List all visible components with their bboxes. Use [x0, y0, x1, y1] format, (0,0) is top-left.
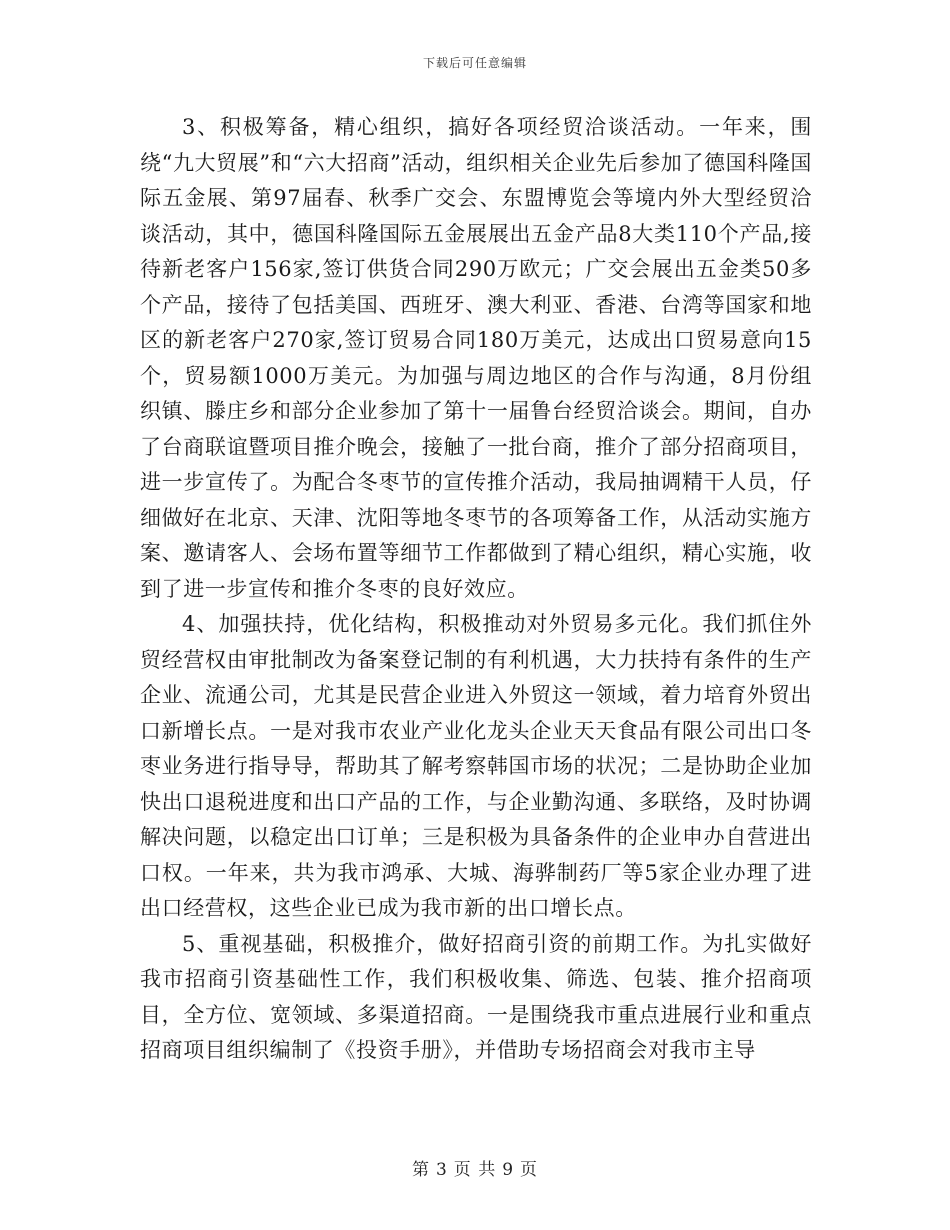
footer-page-number: 3: [435, 1160, 448, 1180]
page-header: 下载后可任意编辑: [422, 56, 527, 70]
document-body: [140, 110, 812, 1069]
footer-middle: 页 共: [453, 1160, 497, 1180]
paragraph-4: 4、加强扶持，优化结构，积极推动对外贸易多元化。我们抓住外贸经营权由审批制改为备案登记制的有利机遇，大力扶持有条件的生产企业、流通公司，尤其是民营企业进入外贸这一领域，着力培育外贸出口新增长点。一是对我市农业产业化龙头企业天天食品有限公司出口冬枣业务进行指导导，帮助其了解考察韩国市场的状况；二是协助企业加快出口退税进度和出口产品的工作，与企业勤沟通、多联络，及时协调解决问题，以稳定出口订单；三是积极为具备条件的企业申办自营进出口权。一年来，共为我市鸿承、大城、海骅制药厂等5家企业办理了进出口经营权，这些企业已成为我市新的出口增长点。: [140, 612, 812, 920]
footer-suffix: 页: [520, 1160, 539, 1180]
paragraph-3: 3、积极筹备，精心组织，搞好各项经贸洽谈活动。一年来，围绕“九大贸展”和“六大招商”活动，组织相关企业先后参加了德国科隆国际五金展、第97届春、秋季广交会、东盟博览会等境内外大型经贸洽谈活动，其中，德国科隆国际五金展展出五金产品8大类110个产品,接待新老客户156家,签订供货合同290万欧元；广交会展出五金类50多个产品，接待了包括美国、西班牙、澳大利亚、香港、台湾等国家和地区的新老客户270家,签订贸易合同180万美元，达成出口贸易意向15个，贸易额1000万美元。为加强与周边地区的合作与沟通，8月份组织镇、滕庄乡和部分企业参加了第十一届鲁台经贸洽谈会。期间，自办了台商联谊暨项目推介晚会，接触了一批台商，推介了部分招商项目，进一步宣传了。为配合冬枣节的宣传推介活动，我局抽调精干人员，仔细做好在北京、天津、沈阳等地冬枣节的各项筹备工作，从活动实施方案、邀请客人、会场布置等细节工作都做到了精心组织，精心实施，收到了进一步宣传和推介冬枣的良好效应。: [140, 115, 812, 601]
footer-prefix: 第: [411, 1160, 430, 1180]
footer-total-pages: 9: [502, 1160, 515, 1180]
page-footer: [0, 1155, 950, 1180]
paragraph-5: 5、重视基础，积极推介，做好招商引资的前期工作。为扎实做好我市招商引资基础性工作，我们积极收集、筛选、包装、推介招商项目，全方位、宽领域、多渠道招商。一是围绕我市重点进展行业和重点招商项目组织编制了《投资手册》，并借助专场招商会对我市主导: [140, 931, 812, 1062]
